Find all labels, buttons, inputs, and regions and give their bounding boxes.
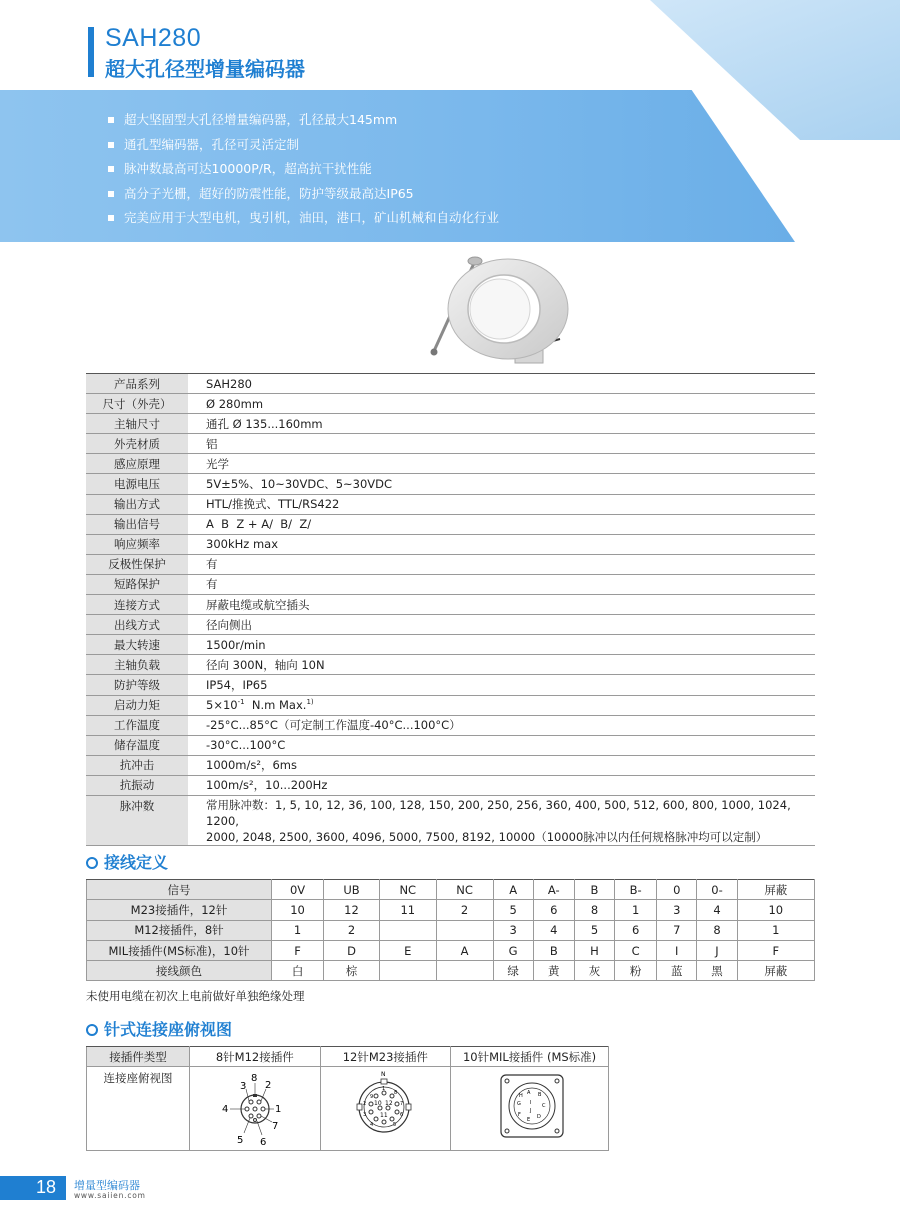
spec-value: 有 — [188, 554, 815, 574]
wiring-cell: 绿 — [493, 961, 533, 981]
wiring-cell: 屏蔽 — [737, 961, 814, 981]
connector-type-m23: 12针M23接插件 — [320, 1047, 451, 1067]
pin-label: 7 — [400, 1101, 404, 1107]
feature-item: 完美应用于大型电机，曳引机，油田，港口，矿山机械和自动化行业 — [108, 206, 499, 231]
pin-label: 4 — [370, 1122, 374, 1128]
wiring-cell: 11 — [379, 900, 436, 920]
feature-item: 高分子光栅，超好的防震性能，防护等级最高达IP65 — [108, 182, 499, 207]
wiring-cell: B — [533, 940, 574, 960]
pin-label: 3 — [239, 1081, 247, 1092]
pin-label: 2 — [264, 1080, 272, 1091]
spec-key: 主轴尺寸 — [86, 414, 188, 434]
spec-key: 外壳材质 — [86, 434, 188, 454]
wiring-cell: 白 — [272, 961, 324, 981]
wiring-cell: 6 — [615, 920, 657, 940]
pin-label: 4 — [221, 1104, 229, 1115]
wiring-cell: NC — [379, 880, 436, 900]
feature-item: 脉冲数最高可达10000P/R，超高抗干扰性能 — [108, 157, 499, 182]
wiring-cell: E — [379, 940, 436, 960]
wiring-key: 接线颜色 — [87, 961, 272, 981]
wiring-cell: 1 — [272, 920, 324, 940]
pinout-section-title: 针式连接座俯视图 — [86, 1017, 232, 1040]
spec-key: 短路保护 — [86, 574, 188, 594]
wiring-key: M12接插件，8针 — [87, 920, 272, 940]
pin-label: 5 — [236, 1135, 244, 1146]
wiring-row — [87, 900, 815, 920]
spec-key: 脉冲数 — [86, 795, 188, 845]
torque-unit: N.m Max. — [244, 698, 307, 713]
wiring-cell: 8 — [574, 900, 614, 920]
feature-item: 超大坚固型大孔径增量编码器，孔径最大145mm — [108, 108, 499, 133]
spec-key: 电源电压 — [86, 474, 188, 494]
wiring-cell: 粉 — [615, 961, 657, 981]
pin-label: 3 — [363, 1112, 367, 1118]
spec-table — [86, 373, 815, 846]
title-accent-bar — [88, 27, 94, 77]
spec-key: 输出方式 — [86, 494, 188, 514]
footer-page-box — [0, 1176, 66, 1200]
wiring-key: 信号 — [87, 880, 272, 900]
wiring-cell — [436, 961, 493, 981]
wiring-cell: 8 — [697, 920, 737, 940]
wiring-cell: C — [615, 940, 657, 960]
wiring-cell — [379, 920, 436, 940]
feature-item: 通孔型编码器，孔径可灵活定制 — [108, 133, 499, 158]
pulse-line-2: 2000, 2048, 2500, 3600, 4096, 5000, 7500, 8192, 10000（10000脉冲以内任何规格脉冲均可以定制） — [206, 829, 768, 844]
wiring-cell: 1 — [615, 900, 657, 920]
wiring-cell: 7 — [657, 920, 697, 940]
wiring-cell: NC — [436, 880, 493, 900]
pin-label: 8 — [394, 1090, 398, 1096]
wiring-cell: A — [493, 880, 533, 900]
wiring-cell: 10 — [272, 900, 324, 920]
spec-key: 抗振动 — [86, 775, 188, 795]
pin-label: 7 — [271, 1121, 279, 1132]
wiring-cell: A — [436, 940, 493, 960]
wiring-cell: 棕 — [324, 961, 380, 981]
wiring-cell: 黄 — [533, 961, 574, 981]
wiring-cell: 6 — [533, 900, 574, 920]
pin-label: I — [529, 1100, 532, 1106]
pin-label: 8 — [250, 1073, 258, 1084]
spec-key: 反极性保护 — [86, 554, 188, 574]
product-title: SAH280 — [105, 24, 202, 52]
pin-label: H — [518, 1093, 523, 1099]
wiring-key: M23接插件，12针 — [87, 900, 272, 920]
pin-label: 6 — [259, 1137, 267, 1148]
spec-key: 输出信号 — [86, 514, 188, 534]
m12-pinout-diagram — [200, 1067, 310, 1149]
pin-label: A — [526, 1090, 530, 1096]
spec-value: 有 — [188, 574, 815, 594]
pin-label: F — [517, 1112, 521, 1118]
wiring-cell: G — [493, 940, 533, 960]
spec-value: 1500r/min — [188, 635, 815, 655]
wiring-cell: 黑 — [697, 961, 737, 981]
torque-exponent: -1 — [237, 698, 245, 707]
wiring-note: 未使用电缆在初次上电前做好单独绝缘处理 — [86, 989, 305, 1003]
pulse-line-1: 常用脉冲数：1, 5, 10, 12, 36, 100, 128, 150, 200, 250, 256, 360, 400, 500, 512, 600, 800, 1000, 1024, 1200, — [206, 797, 791, 828]
pin-label: 1 — [274, 1104, 282, 1115]
spec-value: 光学 — [188, 454, 815, 474]
m12-connector-cell — [190, 1067, 321, 1151]
pinout-table — [86, 1046, 609, 1151]
encoder-product-image — [420, 253, 570, 373]
footer-url: www.saiien.com — [74, 1191, 146, 1200]
wiring-cell: 5 — [574, 920, 614, 940]
spec-key: 产品系列 — [86, 374, 188, 394]
wiring-cell: 1 — [737, 920, 814, 940]
wiring-cell: 0 — [657, 880, 697, 900]
spec-key: 防护等级 — [86, 675, 188, 695]
wiring-cell: 4 — [697, 900, 737, 920]
wiring-row — [87, 961, 815, 981]
wiring-cell: D — [324, 940, 380, 960]
connector-type-label: 接插件类型 — [87, 1047, 190, 1067]
spec-value-pulses — [188, 795, 815, 845]
wiring-cell: 3 — [493, 920, 533, 940]
features-list — [108, 108, 499, 231]
spec-value: A B Z + A/ B/ Z/ — [188, 514, 815, 534]
wiring-cell: 3 — [657, 900, 697, 920]
wiring-cell: A- — [533, 880, 574, 900]
connector-type-m12: 8针M12接插件 — [190, 1047, 321, 1067]
pin-label: 6 — [400, 1112, 404, 1118]
wiring-cell: 2 — [324, 920, 380, 940]
spec-value: -25°C...85°C（可定制工作温度-40°C...100°C） — [188, 715, 815, 735]
wiring-key: MIL接插件(MS标准)，10针 — [87, 940, 272, 960]
wiring-cell: 蓝 — [657, 961, 697, 981]
wiring-row — [87, 880, 815, 900]
wiring-cell: 0V — [272, 880, 324, 900]
spec-key: 工作温度 — [86, 715, 188, 735]
wiring-cell: 0- — [697, 880, 737, 900]
wiring-cell — [436, 920, 493, 940]
spec-value: 1000m/s²，6ms — [188, 755, 815, 775]
pin-label: C — [541, 1103, 546, 1109]
spec-key: 尺寸（外壳） — [86, 394, 188, 414]
wiring-cell: 5 — [493, 900, 533, 920]
connector-view-label: 连接座俯视图 — [87, 1067, 190, 1151]
m23-connector-cell — [320, 1067, 451, 1151]
product-subtitle: 超大孔径型增量编码器 — [105, 57, 305, 81]
wiring-cell: UB — [324, 880, 380, 900]
pin-label: 12 — [385, 1100, 393, 1107]
wiring-cell: F — [737, 940, 814, 960]
spec-value: HTL/推挽式、TTL/RS422 — [188, 494, 815, 514]
pin-label: B — [537, 1092, 541, 1098]
spec-key: 感应原理 — [86, 454, 188, 474]
pin-label: G — [516, 1101, 521, 1107]
pin-label: 10 — [374, 1100, 382, 1107]
spec-key: 出线方式 — [86, 615, 188, 635]
wiring-cell: 12 — [324, 900, 380, 920]
wiring-cell: 2 — [436, 900, 493, 920]
pin-label: 5 — [393, 1122, 397, 1128]
connector-type-mil: 10针MIL接插件 (MS标准) — [451, 1047, 609, 1067]
wiring-cell: B- — [615, 880, 657, 900]
pin-label: 11 — [380, 1112, 388, 1119]
pin-label: 2 — [363, 1101, 367, 1107]
spec-value: 通孔 Ø 135...160mm — [188, 414, 815, 434]
wiring-cell: 4 — [533, 920, 574, 940]
spec-value: Ø 280mm — [188, 394, 815, 414]
spec-key: 最大转速 — [86, 635, 188, 655]
wiring-cell: J — [697, 940, 737, 960]
torque-footnote: 1) — [306, 698, 314, 707]
wiring-row — [87, 940, 815, 960]
spec-value: 径向侧出 — [188, 615, 815, 635]
wiring-cell: 10 — [737, 900, 814, 920]
footer-title: 增量型编码器 — [74, 1179, 140, 1192]
spec-key: 抗冲击 — [86, 755, 188, 775]
pin-label: N — [381, 1071, 386, 1078]
wiring-section-title: 接线定义 — [86, 850, 168, 873]
spec-key: 启动力矩 — [86, 695, 188, 715]
section-circle-icon — [86, 857, 98, 869]
spec-value: IP54，IP65 — [188, 675, 815, 695]
spec-value: 铝 — [188, 434, 815, 454]
spec-key: 储存温度 — [86, 735, 188, 755]
spec-value: -30°C...100°C — [188, 735, 815, 755]
wiring-cell: H — [574, 940, 614, 960]
pin-label: 9 — [370, 1094, 374, 1100]
spec-value: 5V±5%、10~30VDC、5~30VDC — [188, 474, 815, 494]
mil-pinout-diagram — [475, 1067, 585, 1149]
page-number: 18 — [36, 1177, 57, 1197]
torque-base: 5×10 — [206, 698, 238, 713]
pin-label: 1 — [382, 1086, 386, 1092]
spec-key: 响应频率 — [86, 534, 188, 554]
spec-value-torque — [188, 695, 815, 715]
spec-key: 连接方式 — [86, 595, 188, 615]
spec-value: SAH280 — [188, 374, 815, 394]
pin-label: D — [536, 1114, 541, 1120]
wiring-cell: 屏蔽 — [737, 880, 814, 900]
wiring-cell: F — [272, 940, 324, 960]
pin-label: J — [529, 1108, 532, 1114]
wiring-cell: I — [657, 940, 697, 960]
spec-value: 300kHz max — [188, 534, 815, 554]
wiring-cell: B — [574, 880, 614, 900]
section-circle-icon — [86, 1024, 98, 1036]
wiring-cell: 灰 — [574, 961, 614, 981]
spec-value: 屏蔽电缆或航空插头 — [188, 595, 815, 615]
pin-label: E — [526, 1117, 530, 1123]
spec-value: 径向 300N，轴向 10N — [188, 655, 815, 675]
m23-pinout-diagram — [330, 1067, 440, 1149]
mil-connector-cell — [451, 1067, 609, 1151]
wiring-cell — [379, 961, 436, 981]
spec-value: 100m/s²，10...200Hz — [188, 775, 815, 795]
spec-key: 主轴负载 — [86, 655, 188, 675]
wiring-row — [87, 920, 815, 940]
wiring-table — [86, 879, 815, 981]
